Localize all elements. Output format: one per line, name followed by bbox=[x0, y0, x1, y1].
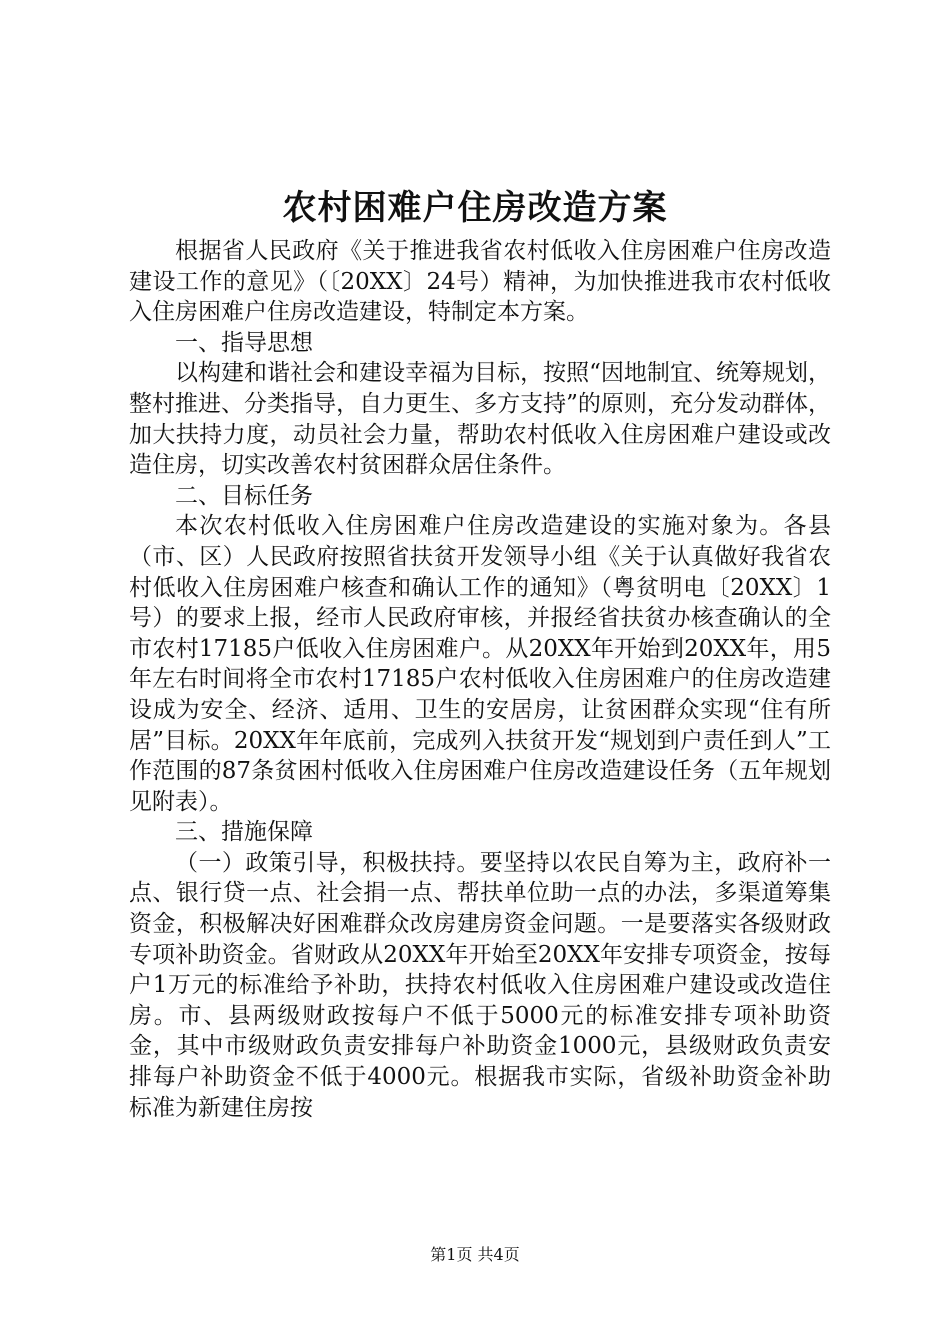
section-heading-measures: 三、措施保障 bbox=[175, 819, 313, 846]
paragraph-target-tasks: 本次农村低收入住房困难户住房改造建设的实施对象为。各县（市、区）人民政府按照省扶贫开发领导小组《关于认真做好我省农村低收入住房困难户核查和确认工作的通知》（粤贫明电〔20XX〕1号）的要求上报，经市人民政府审核，并报经省扶贫办核查确认的全市农村17185户低收入住房困难户。从20XX年开始到20XX年，用5年左右时间将全市农村17185户农村低收入住房困难户的住房改造建设成为安全、经济、适用、卫生的安居房，让贫困群众实现“住有所居”目标。20XX年年底前，完成列入扶贫开发“规划到户责任到人”工作范围的87条贫困村低收入住房困难户住房改造建设任务（五年规划见附表）。 bbox=[129, 513, 831, 815]
document-title: 农村困难户住房改造方案 bbox=[282, 188, 668, 228]
section-heading-guiding-ideology: 一、指导思想 bbox=[175, 329, 313, 356]
section-heading-target-tasks: 二、目标任务 bbox=[175, 482, 313, 509]
document-body bbox=[129, 236, 831, 1123]
paragraph-measures-policy: （一）政策引导，积极扶持。要坚持以农民自筹为主，政府补一点、银行贷一点、社会捐一点、帮扶单位助一点的办法，多渠道筹集资金，积极解决好困难群众改房建房资金问题。一是要落实各级财政专项补助资金。省财政从20XX年开始至20XX年安排专项资金，按每户1万元的标准给予补助，扶持农村低收入住房困难户建设或改造住房。市、县两级财政按每户不低于5000元的标准安排专项补助资金，其中市级财政负责安排每户补助资金1000元，县级财政负责安排每户补助资金不低于4000元。根据我市实际，省级补助资金补助标准为新建住房按 bbox=[129, 849, 831, 1121]
paragraph-guiding-ideology: 以构建和谐社会和建设幸福为目标，按照“因地制宜、统筹规划，整村推进、分类指导，自力更生、多方支持”的原则，充分发动群体，加大扶持力度，动员社会力量，帮助农村低收入住房困难户建设或改造住房，切实改善农村贫困群众居住条件。 bbox=[129, 360, 831, 479]
paragraph-intro: 根据省人民政府《关于推进我省农村低收入住房困难户住房改造建设工作的意见》（〔20XX〕24号）精神，为加快推进我市农村低收入住房困难户住房改造建设，特制定本方案。 bbox=[129, 238, 831, 326]
page-number-footer: 第1页 共4页 bbox=[430, 1245, 520, 1264]
